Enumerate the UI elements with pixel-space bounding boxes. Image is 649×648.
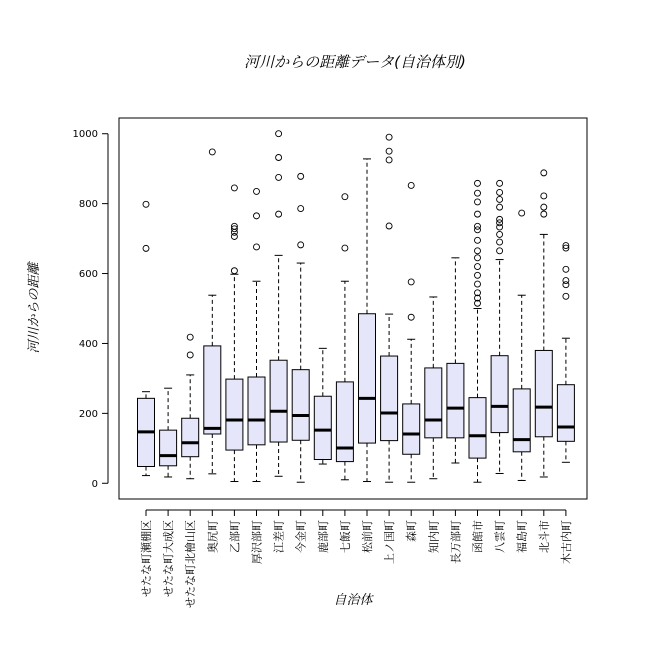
x-tick-label: 長万部町 — [449, 520, 463, 564]
outlier-point — [386, 157, 392, 163]
box-10 — [336, 194, 353, 480]
x-tick-label: 七飯町 — [338, 520, 352, 553]
x-tick-label: 函館市 — [471, 520, 485, 553]
y-tick-label: 800 — [78, 199, 98, 211]
iqr-box — [403, 404, 420, 454]
outlier-point — [386, 148, 392, 154]
x-tick-label: 乙部町 — [228, 520, 242, 553]
outlier-point — [276, 131, 282, 137]
iqr-box — [182, 418, 199, 456]
x-tick-label: せたな町大成区 — [162, 520, 176, 597]
x-tick-label: せたな町北檜山区 — [184, 520, 198, 608]
outlier-point — [276, 174, 282, 180]
outlier-point — [276, 154, 282, 160]
iqr-box — [270, 360, 287, 442]
outlier-point — [187, 334, 193, 340]
x-tick-label: 奥尻町 — [206, 520, 220, 553]
x-tick-label: 松前町 — [361, 520, 374, 553]
box-9 — [314, 348, 331, 464]
outlier-point — [298, 206, 304, 212]
outlier-point — [563, 293, 569, 299]
outlier-point — [475, 255, 481, 261]
box-15 — [447, 258, 464, 463]
outlier-point — [497, 248, 503, 254]
iqr-box — [314, 396, 331, 459]
x-tick-label: 厚沢部町 — [250, 520, 264, 564]
outlier-point — [541, 170, 547, 176]
x-tick-label: 北斗市 — [537, 520, 551, 553]
outlier-point — [254, 213, 260, 219]
x-tick-label: 江差町 — [272, 520, 286, 553]
iqr-box — [226, 379, 243, 450]
iqr-box — [447, 363, 464, 437]
box-18 — [513, 210, 530, 480]
outlier-point — [143, 245, 149, 251]
outlier-point — [497, 239, 503, 245]
y-axis — [73, 129, 108, 490]
outlier-point — [209, 149, 215, 155]
iqr-box — [381, 356, 398, 441]
outlier-point — [408, 314, 414, 320]
box-6 — [248, 188, 265, 481]
iqr-box — [513, 389, 530, 452]
box-series — [138, 131, 575, 482]
outlier-point — [143, 201, 149, 207]
outlier-point — [408, 279, 414, 285]
x-tick-label: せたな町瀬棚区 — [140, 520, 153, 597]
outlier-point — [541, 204, 547, 210]
box-17 — [491, 180, 508, 473]
outlier-point — [342, 194, 348, 200]
iqr-box — [248, 377, 265, 445]
outlier-point — [475, 227, 481, 233]
y-tick-label: 200 — [78, 408, 98, 420]
outlier-point — [475, 211, 481, 217]
box-4 — [204, 149, 221, 474]
box-5 — [226, 185, 243, 482]
outlier-point — [475, 180, 481, 186]
outlier-point — [408, 182, 414, 188]
x-axis-title: 自治体 — [333, 593, 373, 608]
iqr-box — [336, 382, 353, 462]
x-tick-label: 森町 — [405, 520, 419, 542]
iqr-box — [491, 356, 508, 433]
box-16 — [469, 180, 486, 482]
outlier-point — [497, 196, 503, 202]
x-tick-label: 木古内町 — [559, 520, 573, 564]
box-2 — [160, 388, 177, 477]
x-tick-label: 八雲町 — [493, 520, 507, 553]
outlier-point — [231, 185, 237, 191]
x-tick-label: 鹿部町 — [316, 520, 330, 553]
outlier-point — [386, 134, 392, 140]
outlier-point — [497, 204, 503, 210]
outlier-point — [475, 199, 481, 205]
x-tick-label: 福島町 — [515, 520, 529, 553]
outlier-point — [276, 211, 282, 217]
outlier-point — [231, 268, 237, 274]
y-axis-title: 河川からの距離 — [27, 262, 42, 354]
outlier-point — [475, 223, 481, 229]
y-tick-label: 0 — [91, 478, 98, 490]
chart-title: 河川からの距離データ(自治体別) — [244, 53, 466, 71]
outlier-point — [298, 242, 304, 248]
box-20 — [557, 243, 574, 463]
iqr-box — [204, 346, 221, 434]
outlier-point — [497, 231, 503, 237]
outlier-point — [254, 188, 260, 194]
iqr-box — [425, 368, 442, 438]
x-tick-label: 知内町 — [427, 520, 441, 553]
outlier-point — [475, 281, 481, 287]
box-12 — [381, 134, 398, 482]
outlier-point — [298, 173, 304, 179]
outlier-point — [231, 229, 237, 235]
outlier-point — [497, 220, 503, 226]
outlier-point — [254, 244, 260, 250]
box-7 — [270, 131, 287, 477]
outlier-point — [386, 223, 392, 229]
iqr-box — [557, 385, 574, 442]
outlier-point — [497, 189, 503, 195]
iqr-box — [160, 430, 177, 466]
y-tick-label: 400 — [78, 338, 98, 350]
box-3 — [182, 334, 199, 479]
outlier-point — [519, 210, 525, 216]
x-tick-label: 上ノ国町 — [383, 520, 397, 564]
box-19 — [535, 170, 552, 477]
box-11 — [359, 159, 376, 482]
outlier-point — [475, 264, 481, 270]
box-1 — [138, 201, 155, 475]
outlier-point — [475, 190, 481, 196]
iqr-box — [359, 314, 376, 443]
outlier-point — [541, 211, 547, 217]
outlier-point — [187, 352, 193, 358]
iqr-box — [469, 398, 486, 458]
box-13 — [403, 182, 420, 482]
y-tick-label: 1000 — [72, 129, 98, 141]
y-tick-label: 600 — [78, 269, 98, 281]
x-tick-label: 今金町 — [294, 520, 308, 553]
outlier-point — [475, 237, 481, 243]
outlier-point — [541, 193, 547, 199]
iqr-box — [292, 370, 309, 441]
outlier-point — [497, 216, 503, 222]
iqr-box — [535, 350, 552, 436]
outlier-point — [563, 278, 569, 284]
outlier-point — [497, 180, 503, 186]
outlier-point — [563, 266, 569, 272]
outlier-point — [342, 245, 348, 251]
box-14 — [425, 297, 442, 479]
outlier-point — [475, 272, 481, 278]
box-8 — [292, 173, 309, 482]
outlier-point — [475, 248, 481, 254]
